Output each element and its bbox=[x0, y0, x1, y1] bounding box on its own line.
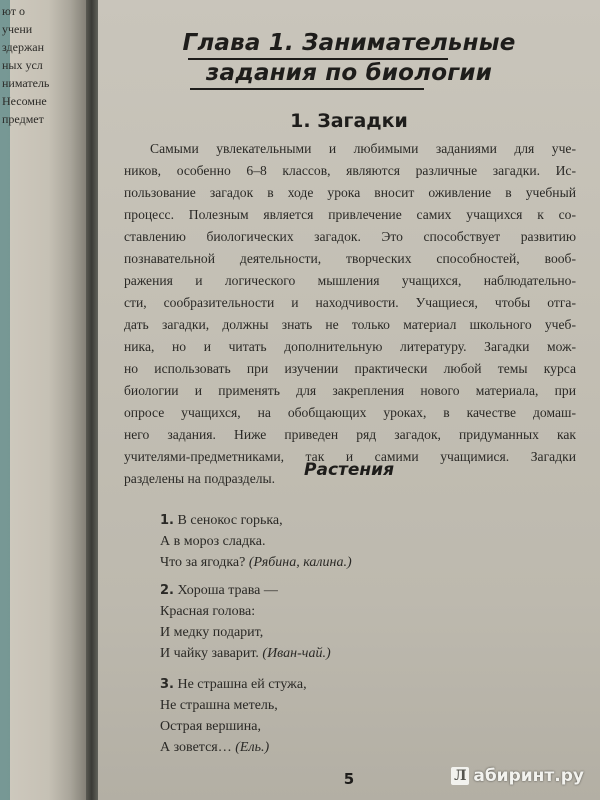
previous-page-edge bbox=[0, 0, 88, 800]
left-page-fragment: Несомне bbox=[2, 94, 47, 108]
intro-paragraph bbox=[124, 138, 576, 490]
paragraph-line: разделены на подразделы. bbox=[124, 471, 276, 486]
riddle-2 bbox=[160, 580, 331, 664]
paragraph-line: но использовать при изучении практически любой темы курса bbox=[124, 361, 576, 376]
book-page bbox=[98, 0, 600, 800]
subsection-title: Растения bbox=[304, 460, 394, 480]
riddle-answer: (Рябина, калина.) bbox=[248, 555, 352, 570]
left-page-fragment: ных усл bbox=[2, 58, 43, 72]
labirint-logo-icon: Л bbox=[451, 767, 469, 785]
paragraph-line: него задания. Ниже приведен ряд загадок, придуманных как bbox=[124, 427, 576, 442]
riddle-line bbox=[160, 552, 352, 573]
paragraph-line: ников, особенно 6–8 классов, являются различные загадки. Ис- bbox=[124, 163, 576, 178]
riddle-text: Хороша трава — bbox=[177, 583, 278, 598]
paragraph-line: процесс. Полезным является привлечение самих учащихся к со- bbox=[124, 207, 576, 222]
riddle-line: И медку подарит, bbox=[160, 625, 264, 640]
paragraph-line: опросе учащихся, на обобщающих уроках, в качестве домаш- bbox=[124, 405, 576, 420]
riddle-text: В сенокос горька, bbox=[177, 513, 283, 528]
section-title: 1. Загадки bbox=[290, 110, 408, 132]
left-page-fragment: ниматель bbox=[2, 76, 50, 90]
riddle-text: Что за ягодка? bbox=[160, 555, 246, 570]
riddle-line bbox=[160, 674, 307, 695]
riddle-line: Не страшна метель, bbox=[160, 698, 278, 713]
riddle-text: А зовется… bbox=[160, 740, 232, 755]
riddle-3 bbox=[160, 674, 307, 758]
riddle-number: 1. bbox=[160, 513, 174, 528]
labirint-watermark bbox=[451, 766, 584, 786]
chapter-title-line-1: Глава 1. Занимательные bbox=[182, 30, 516, 56]
paragraph-line: Самыми увлекательными и любимыми заданиями для уче- bbox=[150, 141, 576, 156]
paragraph-line: дать загадки, должны знать не только материал школьного учеб- bbox=[124, 317, 576, 332]
watermark-text: абиринт.ру bbox=[473, 766, 584, 786]
riddle-number: 2. bbox=[160, 583, 174, 598]
left-page-fragment: учени bbox=[2, 22, 33, 36]
riddle-text: Не страшна ей стужа, bbox=[177, 677, 307, 692]
paragraph-line: ника, но и читать дополнительную литературу. Загадки мож- bbox=[124, 339, 576, 354]
riddle-line: А в мороз сладка. bbox=[160, 534, 266, 549]
riddle-line bbox=[160, 580, 331, 601]
left-page-fragment: здержан bbox=[2, 40, 44, 54]
riddle-1 bbox=[160, 510, 352, 573]
riddle-answer: (Ель.) bbox=[235, 740, 270, 755]
paragraph-line: ражения и логического мышления учащихся, наблюдательно- bbox=[124, 273, 576, 288]
paragraph-line: биологии и применять для закрепления нового материала, при bbox=[124, 383, 576, 398]
riddle-number: 3. bbox=[160, 677, 174, 692]
riddle-line: Красная голова: bbox=[160, 604, 256, 619]
riddle-line bbox=[160, 737, 307, 758]
left-page-fragment: предмет bbox=[2, 112, 44, 126]
riddle-line bbox=[160, 643, 331, 664]
left-page-fragment: ют о bbox=[2, 4, 26, 18]
riddle-answer: (Иван-чай.) bbox=[262, 646, 331, 661]
riddle-text: И чайку заварит. bbox=[160, 646, 259, 661]
page-number: 5 bbox=[343, 770, 355, 788]
paragraph-line: сти, сообразительности и находчивости. Учащиеся, чтобы отга- bbox=[124, 295, 576, 310]
riddle-line: Острая вершина, bbox=[160, 719, 261, 734]
paragraph-line: ставлению биологических загадок. Это способствует развитию bbox=[124, 229, 576, 244]
paragraph-line: пользование загадок в ходе урока вносит оживление в учебный bbox=[124, 185, 576, 200]
paragraph-line: учителями-предметниками, так и самими учащимися. Загадки bbox=[124, 449, 576, 464]
chapter-title-line-2: задания по биологии bbox=[205, 60, 493, 86]
chapter-title-rule bbox=[190, 88, 424, 90]
riddle-line bbox=[160, 510, 352, 531]
paragraph-line: познавательной деятельности, творческих способностей, вооб- bbox=[124, 251, 576, 266]
